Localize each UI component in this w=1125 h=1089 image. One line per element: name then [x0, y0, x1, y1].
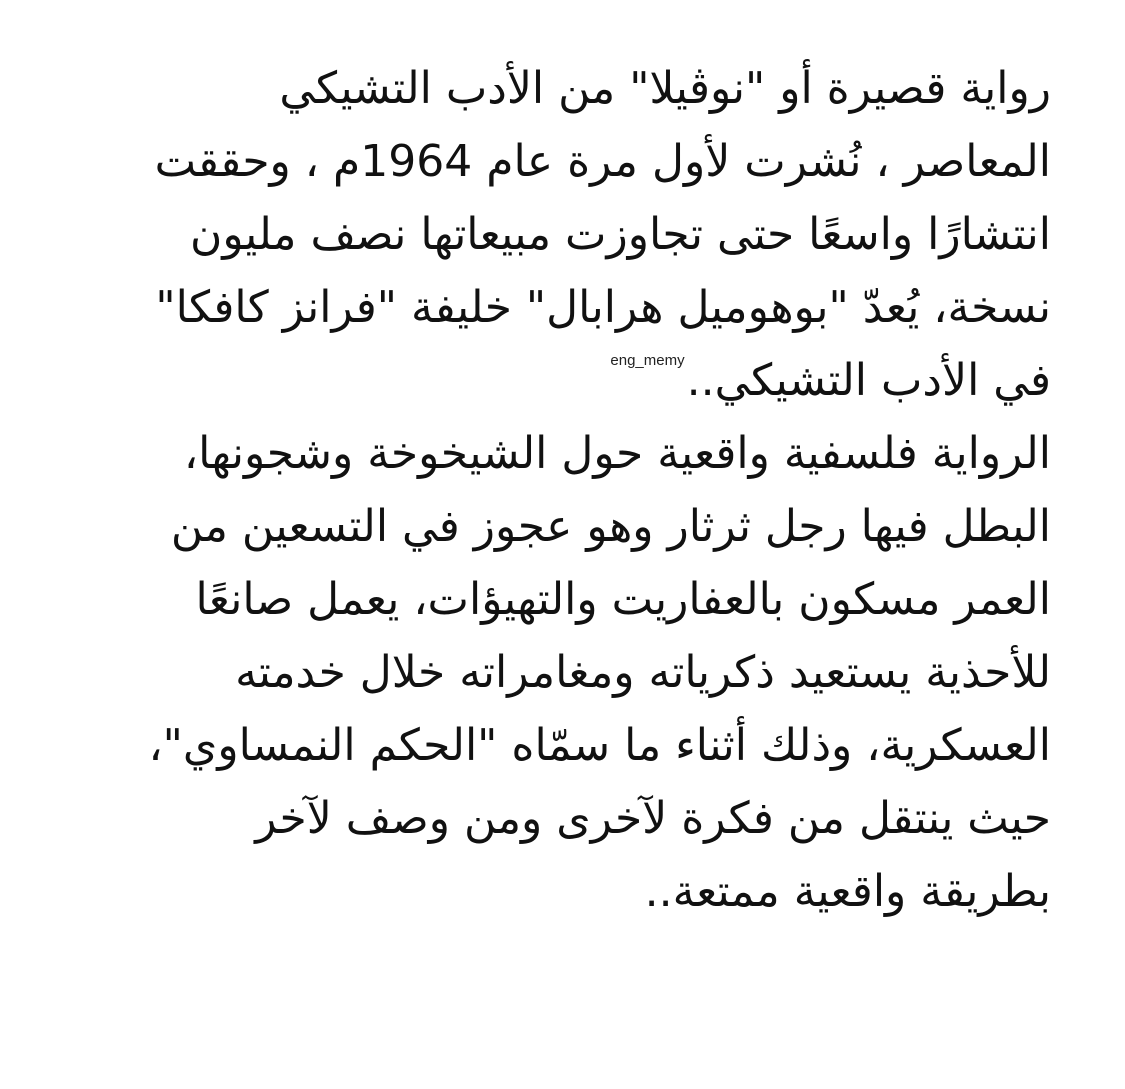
text-line-8: العمر مسكون بالعفاريت والتهيؤات، يعمل صانعًا [195, 574, 1051, 625]
text-line-2: المعاصر ، نُشرت لأول مرة عام 1964م ، وحققت [154, 136, 1051, 187]
text-line-5: في الأدب التشيكي.. [686, 355, 1051, 406]
article-text [61, 52, 1051, 928]
text-line-9: للأحذية يستعيد ذكرياته ومغامراته خلال خدمته [235, 647, 1051, 698]
text-line-5-container [61, 344, 1051, 417]
text-line-4: نسخة، يُعدّ "بوهوميل هرابال" خليفة "فرانز كافكا" [155, 282, 1051, 333]
text-line-6: الرواية فلسفية واقعية حول الشيخوخة وشجونها، [183, 428, 1051, 479]
text-line-7: البطل فيها رجل ثرثار وهو عجوز في التسعين من [170, 501, 1051, 552]
text-line-11: حيث ينتقل من فكرة لآخرى ومن وصف لآخر [255, 793, 1051, 844]
text-line-1: رواية قصيرة أو "نوڤيلا" من الأدب التشيكي [279, 63, 1051, 114]
text-line-3: انتشارًا واسعًا حتى تجاوزت مبيعاتها نصف مليون [190, 209, 1051, 260]
text-line-10: العسكرية، وذلك أثناء ما سمّاه "الحكم النمساوي"، [148, 720, 1051, 771]
watermark-username: eng_memy [610, 352, 685, 369]
text-line-12: بطريقة واقعية ممتعة.. [644, 866, 1051, 917]
